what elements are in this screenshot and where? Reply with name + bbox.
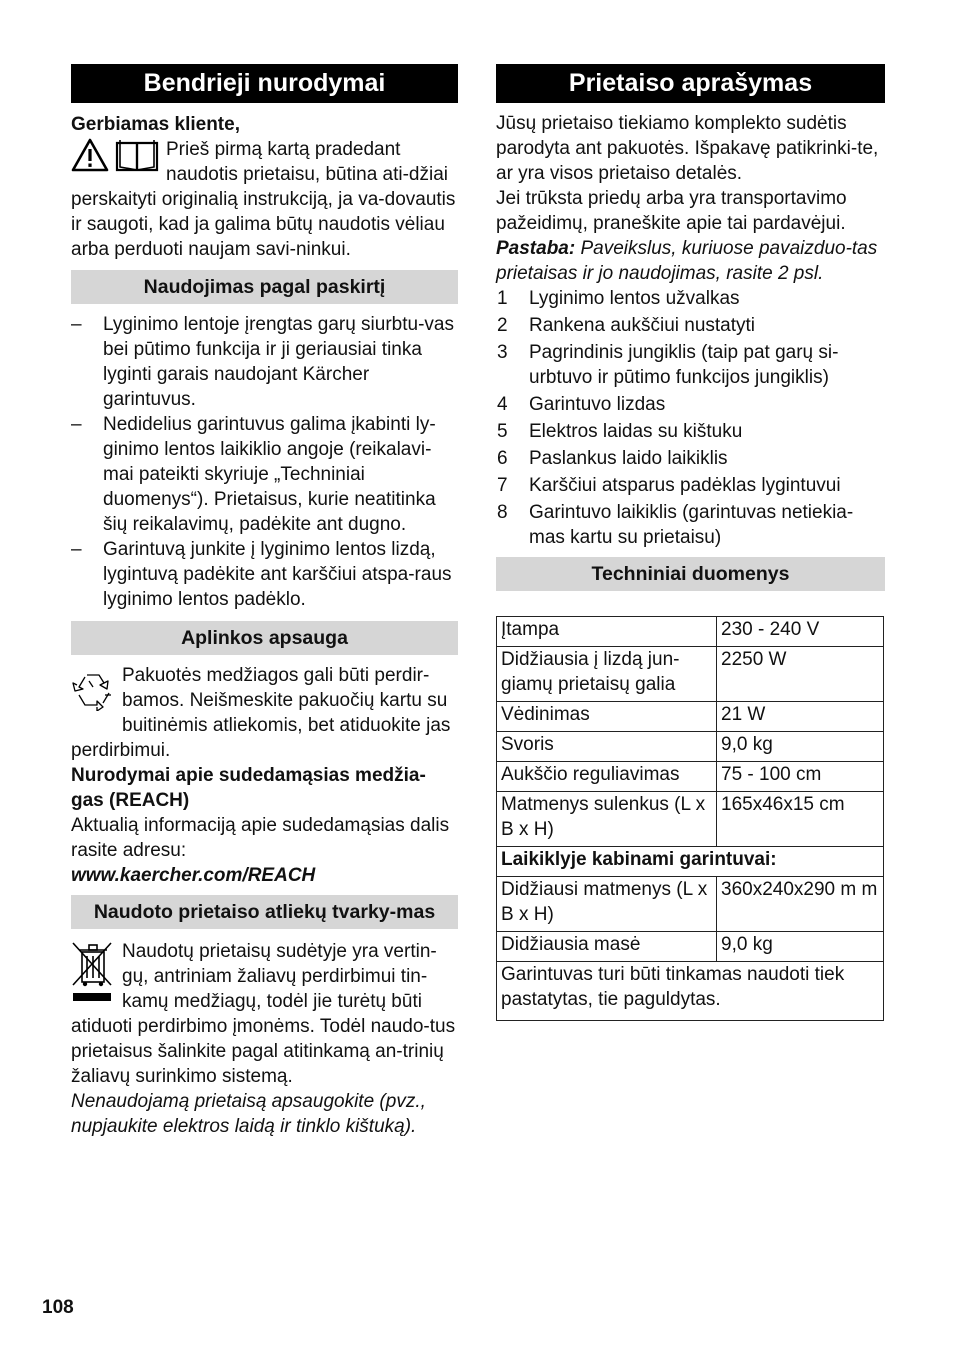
section-title-general: Bendrieji nurodymai [71, 64, 458, 103]
reach-heading: Nurodymai apie sudedamąsias medžia-gas (REACH) [71, 765, 426, 811]
technical-data-table [496, 616, 884, 1021]
environment-block [71, 663, 458, 763]
disposal-block [71, 939, 458, 1089]
intro-text: Prieš pirmą kartą pradedant naudotis prietaisu, būtina ati-džiai perskaityti originalią instrukciją, ja va-dovautis ir saugoti, kad ja galima būtų naudotis vėliau arba perduoti naujam savi-ninkui. [71, 139, 456, 260]
table-row: Didžiausia masė 9,0 kg [497, 932, 884, 962]
heading-environment: Aplinkos apsauga [71, 621, 458, 655]
page-number: 108 [42, 1297, 74, 1318]
table-row: Vėdinimas 21 W [497, 702, 884, 732]
list-item: 6 Paslankus laido laikiklis [497, 448, 728, 469]
right-column [496, 64, 885, 1021]
list-item: – Lyginimo lentoje įrengtas garų siurbtu-vas bei pūtimo funkcija ir ji geriausiai tinka lyginti garais naudojant Kärcher garintuvus. [71, 314, 454, 410]
parts-list [496, 286, 885, 550]
table-row: Didžiausi matmenys (L x B x H) 360x240x290 m m [497, 877, 884, 932]
environment-text: Pakuotės medžiagos gali būti perdir-bamos. Neišmeskite pakuočių kartu su buitinėmis atliekomis, bet atiduokite jas perdirbimui. [71, 665, 451, 761]
disposal-note: Nenaudojamą prietaisą apsaugokite (pvz., nupjaukite elektros laidą ir tinklo kištuką). [71, 1091, 426, 1137]
heading-disposal: Naudoto prietaiso atliekų tvarky-mas [71, 895, 458, 929]
reach-text: Aktualią informaciją apie sudedamąsias dalis rasite adresu: [71, 815, 450, 861]
list-item: – Nedidelius garintuvus galima įkabinti ly-ginimo lentos laikiklio angoje (reikalavi-mai pateikti skyriuje „Techniniai duomenys“). Prietaisus, kurie neatitinka šių reikalavimų, padėkite ant dugno. [71, 414, 436, 535]
intended-use-list [71, 312, 458, 612]
disposal-text: Naudotų prietaisų sudėtyje yra vertin-gų, antriniam žaliavų perdirbimui tin-kamų medžiagų, todėl jie turėtų būti atiduoti perdirbimo įmonėms. Todėl naudo-tus prietaisus šalinkite pagal atitinkamą an-trinių žaliavų surinkimo sistemą. [71, 941, 456, 1087]
greeting: Gerbiamas kliente, [71, 114, 240, 135]
list-item: 5 Elektros laidas su kištuku [497, 421, 743, 442]
list-item: 7 Karščiui atsparus padėklas lygintuvui [497, 475, 841, 496]
table-row: Aukščio reguliavimas 75 - 100 cm [497, 762, 884, 792]
left-column [71, 64, 458, 1139]
table-section-row: Laikiklyje kabinami garintuvai: [497, 847, 884, 877]
section-title-description: Prietaiso aprašymas [496, 64, 885, 103]
list-item: 2 Rankena aukščiui nustatyti [497, 315, 756, 336]
note-label: Pastaba: [496, 238, 576, 259]
table-row: Įtampa 230 - 240 V [497, 617, 884, 647]
recycling-icon [71, 669, 115, 718]
list-item: 4 Garintuvo lizdas [497, 394, 666, 415]
description-note [496, 236, 885, 286]
crossed-bin-icon [71, 941, 115, 1010]
reach-url[interactable]: www.kaercher.com/REACH [71, 865, 316, 886]
list-item: 8 Garintuvo laikiklis (garintuvas netiekia-mas kartu su prietaisu) [497, 502, 854, 548]
list-item: 3 Pagrindinis jungiklis (taip pat garų si-urbtuvo ir pūtimo funkcijos jungiklis) [497, 342, 839, 388]
note-text: Paveikslus, kuriuose pavaizduo-tas prietaisas ir jo naudojimas, rasite 2 psl. [496, 238, 878, 284]
warning-manual-icon [71, 137, 159, 180]
intro-block [71, 137, 458, 262]
table-row: Matmenys sulenkus (L x B x H) 165x46x15 cm [497, 792, 884, 847]
list-item: – Garintuvą junkite į lyginimo lentos lizdą, lygintuvą padėkite ant karščiui atspa-raus lyginimo lentos padėklo. [71, 539, 452, 610]
table-row: Svoris 9,0 kg [497, 732, 884, 762]
heading-intended-use: Naudojimas pagal paskirtį [71, 270, 458, 304]
table-row: Didžiausia į lizdą jun-giamų prietaisų galia 2250 W [497, 647, 884, 702]
list-item: 1 Lyginimo lentos užvalkas [497, 288, 740, 309]
description-paragraph-1: Jūsų prietaiso tiekiamo komplekto sudėtis parodyta ant pakuotės. Išpakavę patikrinki-te, ar yra visos prietaiso detalės. [496, 113, 879, 184]
description-paragraph-2: Jei trūksta priedų arba yra transportavimo pažeidimų, praneškite apie tai pardavėjui. [496, 188, 847, 234]
heading-technical-data: Techniniai duomenys [496, 557, 885, 591]
table-footer-row: Garintuvas turi būti tinkamas naudoti tiek pastatytas, tie paguldytas. [497, 962, 884, 1021]
